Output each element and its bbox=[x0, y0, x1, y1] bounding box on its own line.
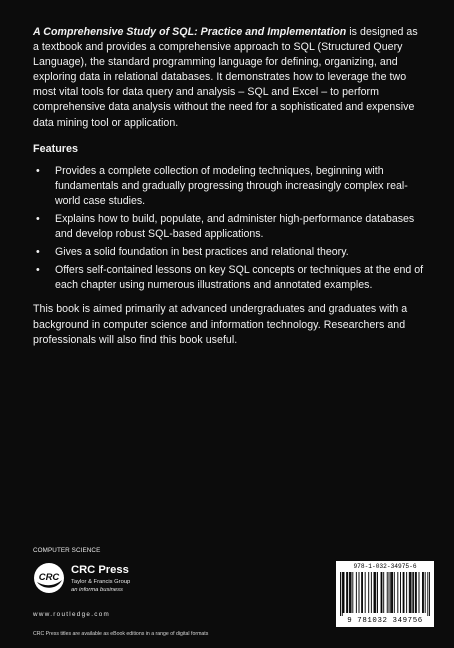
website-url: www.routledge.com bbox=[33, 611, 111, 618]
bullet-icon: • bbox=[36, 212, 40, 225]
bullet-icon: • bbox=[36, 164, 40, 177]
blurb bbox=[33, 25, 424, 348]
bullet-icon: • bbox=[36, 264, 40, 277]
feature-item: • Provides a complete collection of modeling techniques, beginning with fundamentals and gradually progressing through increasingly complex real-world case studies. bbox=[36, 164, 408, 207]
crc-logo-icon bbox=[33, 562, 65, 594]
ebook-footnote: CRC Press titles are available as eBook editions in a range of digital formats bbox=[33, 631, 209, 637]
book-title: A Comprehensive Study of SQL: Practice and Implementation bbox=[33, 26, 347, 38]
publisher-block bbox=[33, 562, 183, 606]
feature-item: • Explains how to build, populate, and administer high-performance databases and develop robust SQL-based applications. bbox=[36, 212, 415, 241]
feature-item: • Offers self-contained lessons on key SQL concepts or techniques at the end of each chapter using numerous illustrations and annotated examples. bbox=[36, 264, 424, 292]
intro-paragraph bbox=[33, 25, 424, 131]
features-list bbox=[33, 164, 424, 294]
logo-text: CRC bbox=[38, 572, 60, 583]
publisher-business: an informa business bbox=[71, 587, 123, 593]
features-heading: Features bbox=[33, 142, 79, 155]
barcode-panel bbox=[336, 561, 434, 627]
isbn-digits: 9 781032 349756 bbox=[347, 617, 423, 625]
bullet-icon: • bbox=[36, 246, 40, 259]
publisher-group: Taylor & Francis Group bbox=[71, 579, 131, 585]
publisher-name: CRC Press bbox=[71, 564, 129, 576]
feature-item: • Gives a solid foundation in best practices and relational theory. bbox=[33, 245, 424, 260]
closing-paragraph: This book is aimed primarily at advanced undergraduates and graduates with a background in computer science and information technology. Researchers and professionals will also find this book useful. bbox=[33, 303, 408, 346]
intro-text: is designed as a textbook and provides a comprehensive approach to SQL (Structured Query Language), the standard programming language for defining, organizing, and exploring data in relational databases. It demonstrates how to leverage the two most vital tools for data query and analysis – SQL and Excel – to perform comprehensive data analysis without the need for a sophisticated and expensive data mining tool or application. bbox=[33, 26, 418, 129]
barcode-icon bbox=[340, 572, 430, 616]
subject-category: COMPUTER SCIENCE bbox=[33, 547, 101, 554]
isbn-label: 978-1-032-34975-6 bbox=[353, 563, 417, 570]
